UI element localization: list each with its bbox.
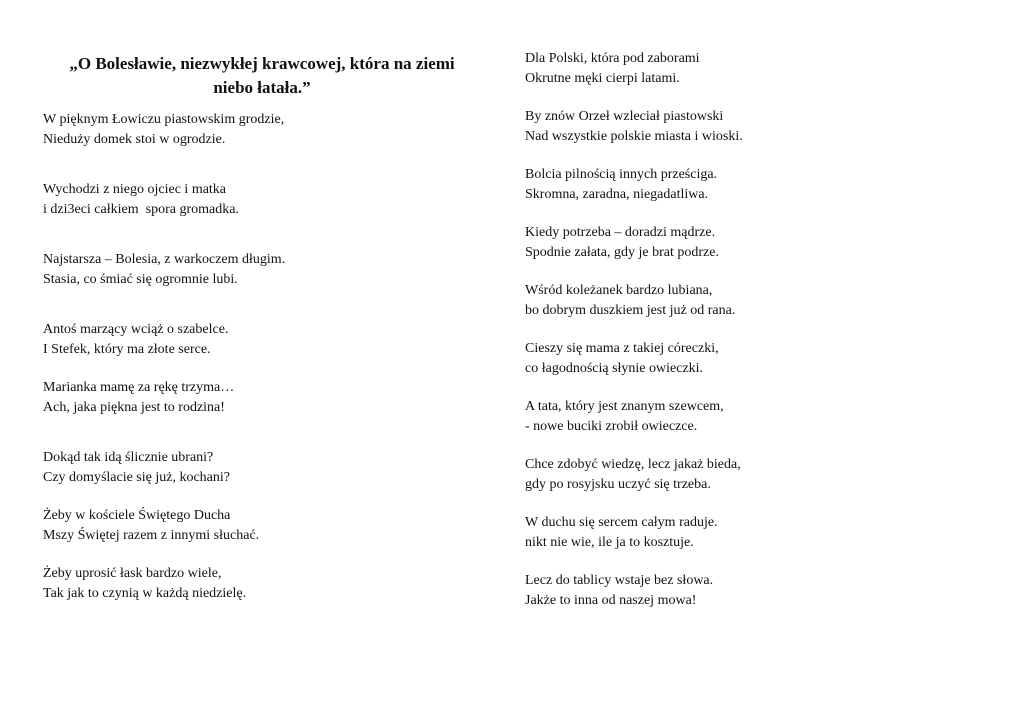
- poem-line: W pięknym Łowiczu piastowskim grodzie,: [43, 112, 285, 127]
- poem-line: By znów Orzeł wzleciał piastowski: [525, 109, 724, 124]
- poem-line: bo dobrym duszkiem jest już od rana.: [525, 303, 736, 318]
- poem-line: Marianka mamę za rękę trzyma…: [43, 380, 235, 395]
- stanza: [525, 49, 700, 89]
- stanza: [43, 506, 259, 546]
- poem-line: Nieduży domek stoi w ogrodzie.: [43, 132, 226, 147]
- stanza: [525, 281, 735, 321]
- poem-line: Tak jak to czynią w każdą niedzielę.: [43, 586, 247, 601]
- poem-line: Ach, jaka piękna jest to rodzina!: [43, 400, 225, 415]
- stanza: [525, 165, 717, 205]
- poem-line: Najstarsza – Bolesia, z warkoczem długim.: [43, 252, 286, 267]
- stanza: [43, 180, 239, 220]
- poem-line: Jakże to inna od naszej mowa!: [525, 593, 697, 608]
- poem-line: Żeby uprosić łask bardzo wiele,: [43, 566, 222, 581]
- poem-line: Bolcia pilnością innych prześciga.: [525, 167, 718, 182]
- poem-line: A tata, który jest znanym szewcem,: [525, 399, 724, 414]
- poem-title-line-1: „O Bolesławie, niezwykłej krawcowej, która na ziemi: [69, 54, 455, 73]
- poem-line: i dzi3eci całkiem spora gromadka.: [43, 202, 239, 217]
- stanza: [43, 250, 285, 290]
- poem-line: gdy po rosyjsku uczyć się trzeba.: [525, 477, 711, 492]
- poem-line: Okrutne męki cierpi latami.: [525, 71, 680, 86]
- stanza: [43, 378, 234, 418]
- poem-line: Cieszy się mama z takiej córeczki,: [525, 341, 719, 356]
- poem-line: Lecz do tablicy wstaje bez słowa.: [525, 573, 714, 588]
- stanza: [525, 571, 713, 611]
- poem-line: nikt nie wie, ile ja to kosztuje.: [525, 535, 694, 550]
- stanza: [43, 110, 284, 150]
- poem-line: Wychodzi z niego ojciec i matka: [43, 182, 227, 197]
- stanza: [525, 223, 719, 263]
- stanza: [525, 339, 719, 379]
- stanza: [43, 564, 246, 604]
- stanza: [525, 513, 718, 553]
- poem-line: Żeby w kościele Świętego Ducha: [43, 508, 231, 523]
- stanza: [43, 448, 230, 488]
- poem-line: Dla Polski, która pod zaborami: [525, 51, 700, 66]
- stanza: [525, 455, 741, 495]
- poem-line: W duchu się sercem całym raduje.: [525, 515, 718, 530]
- stanza: [525, 397, 724, 437]
- poem-line: Spodnie załata, gdy je brat podrze.: [525, 245, 719, 260]
- poem-line: Mszy Świętej razem z innymi słuchać.: [43, 528, 260, 543]
- poem-line: Dokąd tak idą ślicznie ubrani?: [43, 450, 214, 465]
- poem-line: Kiedy potrzeba – doradzi mądrze.: [525, 225, 716, 240]
- poem-line: I Stefek, który ma złote serce.: [43, 342, 211, 357]
- poem-line: Antoś marzący wciąż o szabelce.: [43, 322, 229, 337]
- poem-line: Skromna, zaradna, niegadatliwa.: [525, 187, 709, 202]
- poem-line: - nowe buciki zrobił owieczce.: [525, 419, 698, 434]
- stanza: [525, 107, 743, 147]
- poem-line: Czy domyślacie się już, kochani?: [43, 470, 230, 485]
- poem-line: Chce zdobyć wiedzę, lecz jakaż bieda,: [525, 457, 741, 472]
- poem-line: co łagodnością słynie owieczki.: [525, 361, 704, 376]
- poem-line: Stasia, co śmiać się ogromnie lubi.: [43, 272, 238, 287]
- poem-line: Wśród koleżanek bardzo lubiana,: [525, 283, 713, 298]
- stanza: [43, 320, 228, 360]
- poem-title: [42, 52, 482, 100]
- poem-line: Nad wszystkie polskie miasta i wioski.: [525, 129, 743, 144]
- poem-title-line-2: niebo łatała.”: [213, 78, 311, 97]
